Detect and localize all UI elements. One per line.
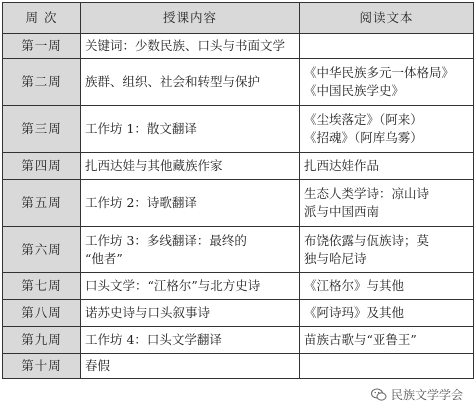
table-row — [3, 106, 474, 153]
reading-text: 《江格尔》与其他 — [304, 278, 405, 293]
course-text: 口头文学：“江格尔”与北方史诗 — [85, 278, 261, 293]
course-text: 工作坊 2：诗歌翻译 — [85, 195, 197, 210]
reading-text: 《招魂》（阿库乌雾） — [304, 130, 423, 145]
reading-text: 独与哈尼诗 — [304, 250, 367, 266]
course-text: “他者” — [85, 250, 123, 266]
reading-text: 扎西达娃作品 — [304, 158, 380, 173]
course-text: 诺苏史诗与口头叙事诗 — [85, 305, 211, 320]
table-row — [3, 180, 474, 227]
course-schedule-table — [2, 2, 474, 379]
week-cell: 第十周 — [3, 354, 81, 379]
reading-cell — [300, 106, 474, 153]
table-row — [3, 273, 474, 300]
course-text: 关键词：少数民族、口头与书面文学 — [85, 38, 286, 53]
course-cell — [81, 106, 300, 153]
week-cell: 第七周 — [3, 273, 81, 300]
table-row — [3, 59, 474, 106]
watermark — [369, 386, 465, 403]
header-course: 授课内容 — [81, 3, 300, 34]
course-text: 工作坊 4：口头文学翻译 — [85, 332, 222, 347]
reading-text: 生态人类学诗：凉山诗 — [304, 186, 430, 201]
table-row — [3, 227, 474, 273]
table-header-row — [3, 3, 474, 34]
reading-cell — [300, 59, 474, 106]
reading-cell — [300, 354, 474, 379]
table-row — [3, 153, 474, 180]
table-row — [3, 354, 474, 379]
course-cell — [81, 227, 300, 273]
week-cell: 第二周 — [3, 59, 81, 106]
wechat-logo-icon — [371, 388, 387, 402]
course-cell — [81, 153, 300, 180]
week-cell: 第九周 — [3, 327, 81, 354]
course-cell — [81, 34, 300, 59]
reading-cell — [300, 327, 474, 354]
course-text: 扎西达娃与其他藏族作家 — [85, 158, 223, 173]
course-cell — [81, 180, 300, 227]
week-cell: 第一周 — [3, 34, 81, 59]
course-cell — [81, 327, 300, 354]
course-text: 工作坊 1：散文翻译 — [85, 121, 197, 136]
course-text: 族群、组织、社会和转型与保护 — [85, 74, 261, 89]
table-row — [3, 34, 474, 59]
week-cell: 第四周 — [3, 153, 81, 180]
reading-text: 《阿诗玛》及其他 — [304, 305, 405, 320]
course-cell — [81, 300, 300, 327]
reading-text: 《中国民族学史》 — [304, 83, 405, 98]
reading-text: 派与中国西南 — [304, 204, 380, 219]
reading-cell — [300, 180, 474, 227]
table-row — [3, 300, 474, 327]
header-reading: 阅读文本 — [300, 3, 474, 34]
reading-text: 《尘埃落定》（阿来） — [304, 112, 423, 127]
table-row — [3, 327, 474, 354]
table-body — [3, 34, 474, 379]
reading-text: 《中华民族多元一体格局》 — [304, 65, 455, 80]
reading-cell — [300, 300, 474, 327]
reading-cell — [300, 273, 474, 300]
week-cell: 第八周 — [3, 300, 81, 327]
reading-text: 布饶依露与佤族诗；莫 — [304, 232, 430, 248]
week-cell: 第五周 — [3, 180, 81, 227]
week-cell: 第六周 — [3, 227, 81, 273]
course-cell — [81, 273, 300, 300]
course-text: 春假 — [85, 358, 111, 373]
week-cell: 第三周 — [3, 106, 81, 153]
reading-cell — [300, 34, 474, 59]
reading-cell — [300, 153, 474, 180]
header-week: 周 次 — [3, 3, 81, 34]
reading-cell — [300, 227, 474, 273]
course-cell — [81, 59, 300, 106]
course-text: 工作坊 3：多线翻译：最终的 — [85, 232, 247, 248]
reading-text: 苗族古歌与“亚鲁王” — [304, 332, 417, 347]
course-cell — [81, 354, 300, 379]
watermark-text: 民族文学学会 — [390, 388, 463, 402]
